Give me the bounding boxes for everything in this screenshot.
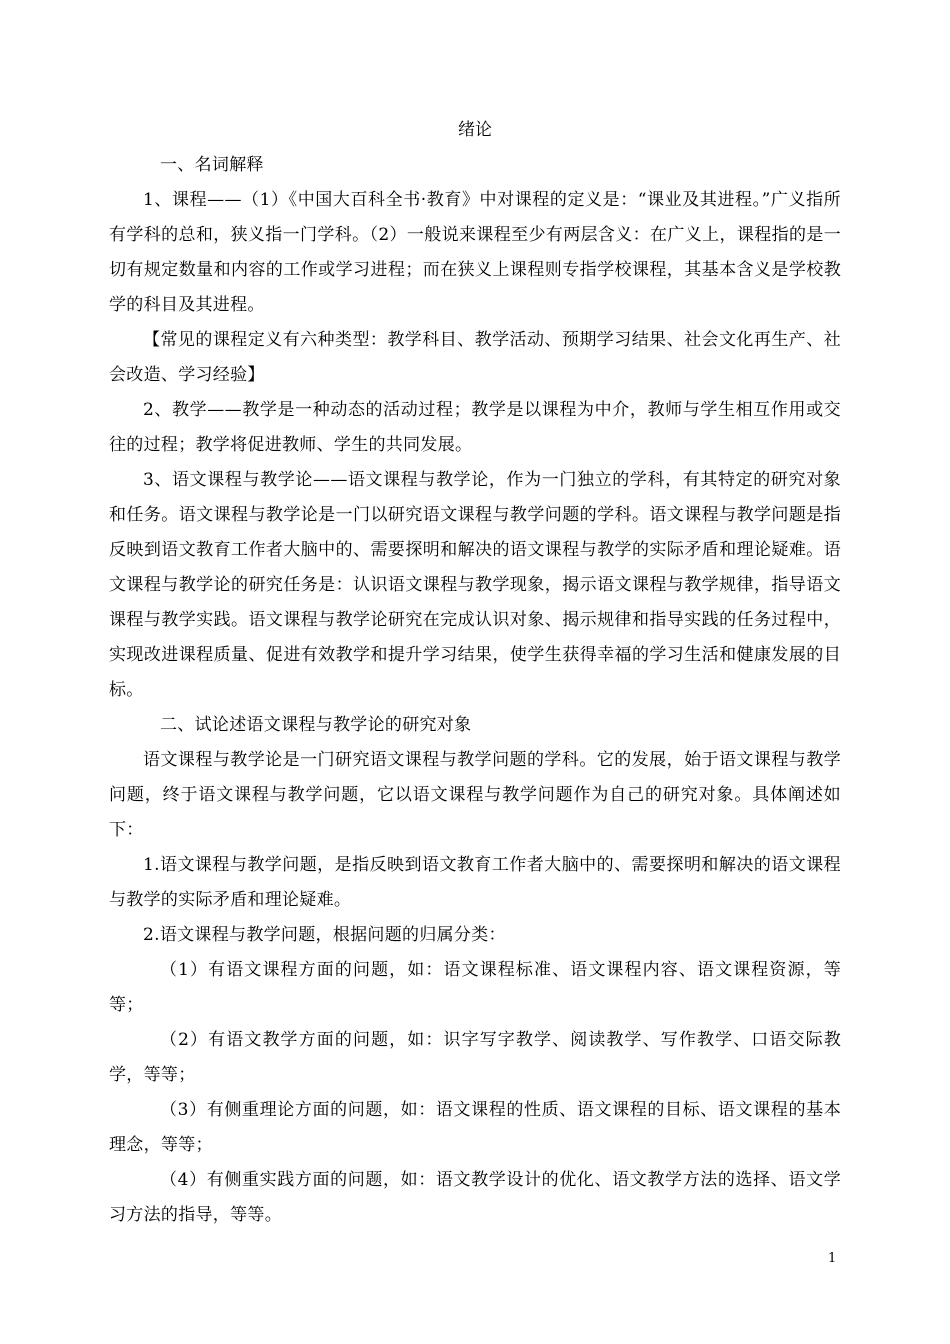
list-item: （2）有语文教学方面的问题，如：识字写字教学、阅读教学、写作教学、口语交际教学，等等； — [109, 1030, 841, 1085]
paragraph-problem-classification: 2.语文课程与教学问题，根据问题的归属分类： — [143, 925, 506, 945]
list-item: （3）有侧重理论方面的问题，如：语文课程的性质、语文课程的目标、语文课程的基本理念，等等； — [109, 1100, 841, 1155]
section-heading-terms: 一、名词解释 — [160, 155, 264, 175]
list-item: （4）有侧重实践方面的问题，如：语文教学设计的优化、语文教学方法的选择、语文学习方法的指导，等等。 — [109, 1170, 841, 1225]
document-page — [109, 112, 841, 1233]
page-number: 1 — [828, 1251, 837, 1266]
paragraph-course-types: 【常见的课程定义有六种类型：教学科目、教学活动、预期学习结果、社会文化再生产、社会改造、学习经验】 — [109, 330, 841, 385]
list-item: （1）有语文课程方面的问题，如：语文课程标准、语文课程内容、语文课程资源，等等； — [109, 960, 841, 1015]
paragraph-teaching-definition: 2、教学——教学是一种动态的活动过程；教学是以课程为中介，教师与学生相互作用或交往的过程；教学将促进教师、学生的共同发展。 — [109, 400, 841, 455]
paragraph-course-definition: 1、课程——（1）《中国大百科全书·教育》中对课程的定义是：“课业及其进程。”广义指所有学科的总和，狭义指一门学科。（2）一般说来课程至少有两层含义：在广义上，课程指的是一切有规定数量和内容的工作或学习进程；而在狭义上课程则专指学校课程，其基本含义是学校教学的科目及其进程。 — [109, 190, 841, 315]
paragraph-theory-definition: 3、语文课程与教学论——语文课程与教学论，作为一门独立的学科，有其特定的研究对象和任务。语文课程与教学论是一门以研究语文课程与教学问题的学科。语文课程与教学问题是指反映到语文教育工作者大脑中的、需要探明和解决的语文课程与教学的实际矛盾和理论疑难。语文课程与教学论的研究任务是：认识语文课程与教学现象，揭示语文课程与教学规律，指导语文课程与教学实践。语文课程与教学论研究在完成认识对象、揭示规律和指导实践的任务过程中，实现改进课程质量、促进有效教学和提升学习结果，使学生获得幸福的学习生活和健康发展的目标。 — [109, 470, 841, 700]
section-heading-research-object: 二、试论述语文课程与教学论的研究对象 — [160, 715, 472, 735]
paragraph-research-intro: 语文课程与教学论是一门研究语文课程与教学问题的学科。它的发展，始于语文课程与教学问题，终于语文课程与教学问题，它以语文课程与教学问题作为自己的研究对象。具体阐述如下： — [109, 750, 841, 840]
document-title: 绪论 — [458, 120, 492, 140]
paragraph-problem-definition: 1.语文课程与教学问题，是指反映到语文教育工作者大脑中的、需要探明和解决的语文课程与教学的实际矛盾和理论疑难。 — [109, 855, 841, 910]
